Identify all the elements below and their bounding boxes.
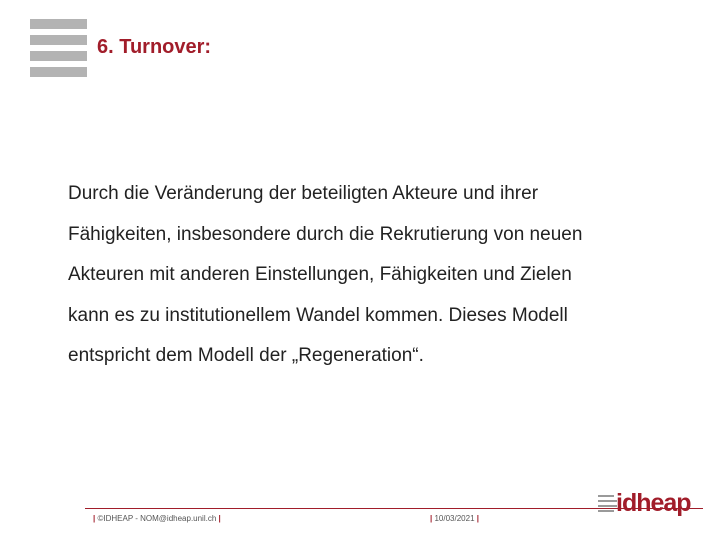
footer-separator: | [218,514,221,523]
footer-separator: | [430,514,433,523]
slide-title: 6. Turnover: [97,36,212,58]
body-line: Durch die Veränderung der beteiligten Akteure und ihrer [68,183,539,204]
footer-copyright [93,514,221,523]
slide-body [68,174,668,377]
body-line: entspricht dem Modell der „Regeneration“. [68,345,424,367]
header-logo-bars-icon [30,19,87,77]
footer-copyright-text: ©IDHEAP - NOM@idheap.unil.ch [97,514,217,523]
idheap-logo [598,489,691,521]
footer-separator: | [93,514,96,523]
body-line: kann es zu institutionellem Wandel kommen. Dieses Modell [68,304,568,326]
logo-bar [30,35,87,45]
logo-bar [30,51,87,61]
footer-date [430,514,479,523]
footer-separator: | [476,514,480,523]
logo-bar [30,67,87,77]
body-line: Akteuren mit anderen Einstellungen, Fähigkeiten und Zielen [68,264,572,286]
footer-date-text: 10/03/2021 [434,514,475,523]
idheap-wordmark: idheap [616,489,691,517]
logo-bar [30,19,87,29]
body-line: Fähigkeiten, insbesondere durch die Rekrutierung von neuen [68,223,583,245]
